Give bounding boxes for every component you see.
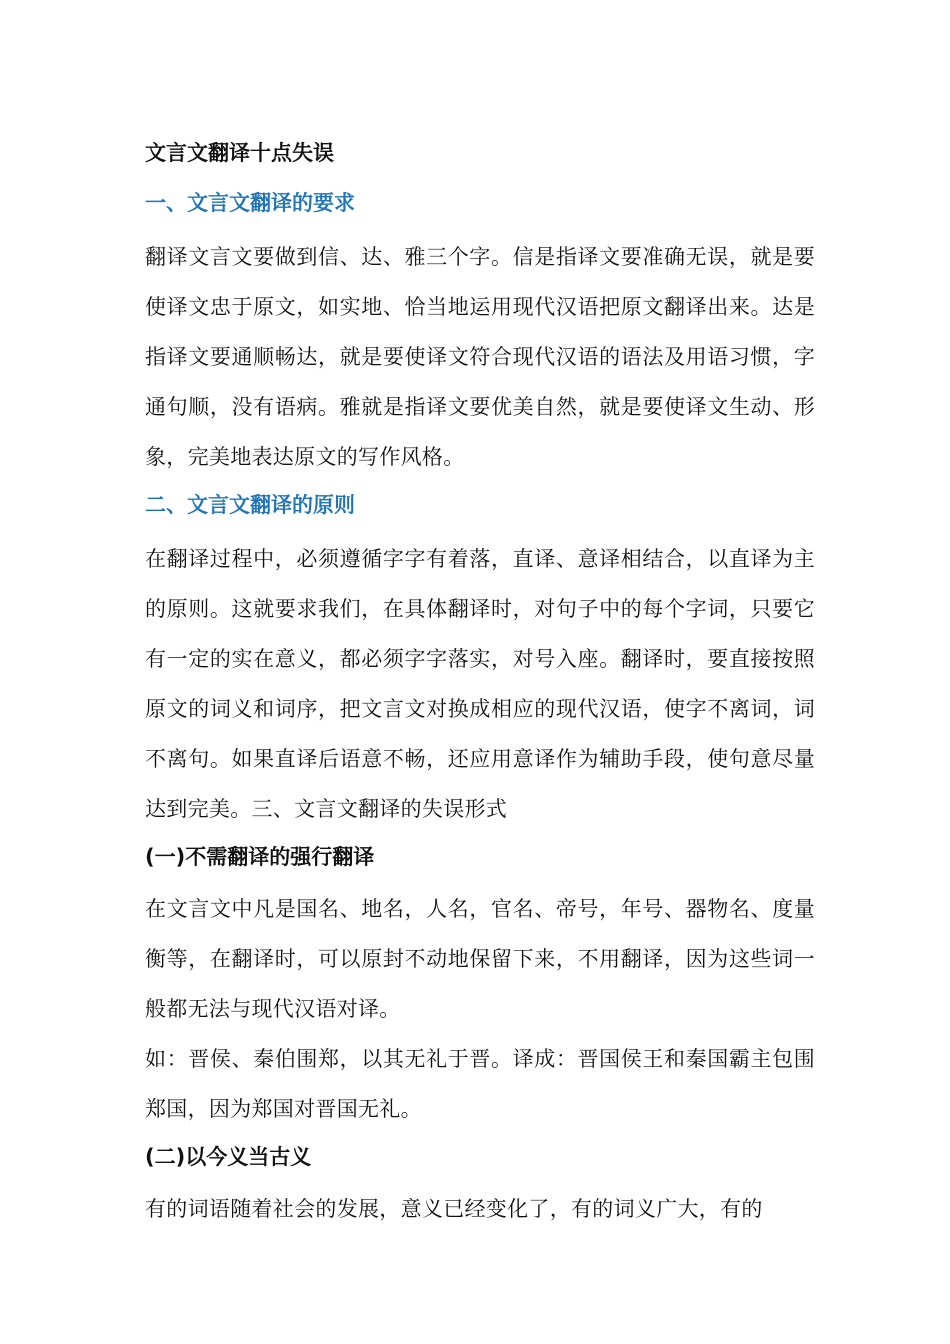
subsection-heading-modern-meaning: (二)以今义当古义	[145, 1145, 312, 1169]
document-title: 文言文翻译十点失误	[145, 141, 334, 165]
section-heading-principles: 二、文言文翻译的原则	[145, 493, 355, 517]
subsection-body-modern-meaning: 有的词语随着社会的发展，意义已经变化了，有的词义广大，有的	[145, 1197, 763, 1221]
subsection-heading-forced-translation: (一)不需翻译的强行翻译	[145, 845, 375, 869]
subsection-example-forced-translation: 如：晋侯、秦伯围郑，以其无礼于晋。译成：晋国侯王和秦国霸主包围郑国，因为郑国对晋国无礼。	[145, 1047, 815, 1121]
section-body-principles: 在翻译过程中，必须遵循字字有着落，直译、意译相结合，以直译为主的原则。这就要求我们，在具体翻译时，对句子中的每个字词，只要它有一定的实在意义，都必须字字落实，对号入座。翻译时，要直接按照原文的词义和词序，把文言文对换成相应的现代汉语，使字不离词，词不离句。如果直译后语意不畅，还应用意译作为辅助手段，使句意尽量达到完美。三、文言文翻译的失误形式	[145, 547, 815, 821]
subsection-body-forced-translation: 在文言文中凡是国名、地名，人名，官名、帝号，年号、器物名、度量衡等，在翻译时，可以原封不动地保留下来，不用翻译，因为这些词一般都无法与现代汉语对译。	[145, 897, 815, 1021]
section-heading-requirements: 一、文言文翻译的要求	[145, 191, 355, 215]
section-body-requirements: 翻译文言文要做到信、达、雅三个字。信是指译文要准确无误，就是要使译文忠于原文，如实地、恰当地运用现代汉语把原文翻译出来。达是指译文要通顺畅达，就是要使译文符合现代汉语的语法及用语习惯，字通句顺，没有语病。雅就是指译文要优美自然，就是要使译文生动、形象，完美地表达原文的写作风格。	[145, 245, 815, 469]
document-page	[145, 130, 815, 1240]
